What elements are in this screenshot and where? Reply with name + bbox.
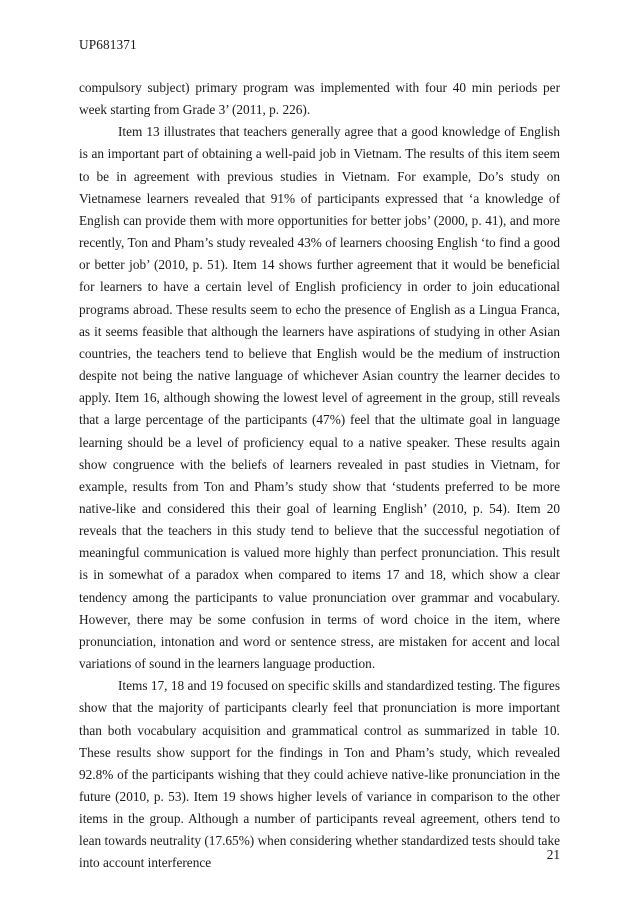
paragraph-continuation: compulsory subject) primary program was implemented with four 40 min periods per week starting from Grade 3’ (2011, p. 226). bbox=[79, 80, 560, 118]
running-header: UP681371 bbox=[79, 37, 137, 52]
paragraph-item-13-discussion: Item 13 illustrates that teachers generally agree that a good knowledge of English is an important part of obtaining a well-paid job in Vietnam. The results of this item seem to be in agreement with previous studies in Vietnam. For example, Do’s study on Vietnamese learners revealed that 91% of participants expressed that ‘a knowledge of English can provide them with more opportunities for better jobs’ (2000, p. 41), and more recently, Ton and Pham’s study revealed 43% of learners choosing English ‘to find a good or better job’ (2010, p. 51). Item 14 shows further agreement that it would be beneficial for learners to have a certain level of English proficiency in order to join educational programs abroad. These results seem to echo the presence of English as a Lingua Franca, as it seems feasible that although the learners have aspirations of studying in other Asian countries, the teachers tend to believe that English would be the medium of instruction despite not being the native language of whichever Asian country the learner decides to apply. Item 16, although showing the lowest level of agreement in the group, still reveals that a large percentage of the participants (47%) feel that the ultimate goal in language learning should be a level of proficiency equal to a native speaker. These results again show congruence with the beliefs of learners revealed in past studies in Vietnam, for example, results from Ton and Pham’s study show that ‘students preferred to be more native-like and considered this their goal of learning English’ (2010, p. 54). Item 20 reveals that the teachers in this study tend to believe that the successful negotiation of meaningful communication is valued more highly than perfect pronunciation. This result is in somewhat of a paradox when compared to items 17 and 18, which show a clear tendency among the participants to value pronunciation over grammar and vocabulary. However, there may be some confusion in terms of word choice in the item, where pronunciation, intonation and word or sentence stress, are mistaken for accent and local variations of sound in the learners language production. bbox=[79, 124, 560, 672]
page-number: 21 bbox=[546, 847, 560, 862]
paragraph-items-17-18-19-discussion: Items 17, 18 and 19 focused on specific skills and standardized testing. The figures show that the majority of participants clearly feel that pronunciation is more important than both vocabulary acquisition and grammatical control as summarized in table 10. These results show support for the findings in Ton and Pham’s study, which revealed 92.8% of the participants wishing that they could achieve native-like pronunciation in the future (2010, p. 53). Item 19 shows higher levels of variance in comparison to the other items in the group. Although a number of participants reveal agreement, others tend to lean towards neutrality (17.65%) when considering whether standardized tests should take into account interference bbox=[79, 678, 560, 871]
body-text bbox=[79, 77, 560, 875]
